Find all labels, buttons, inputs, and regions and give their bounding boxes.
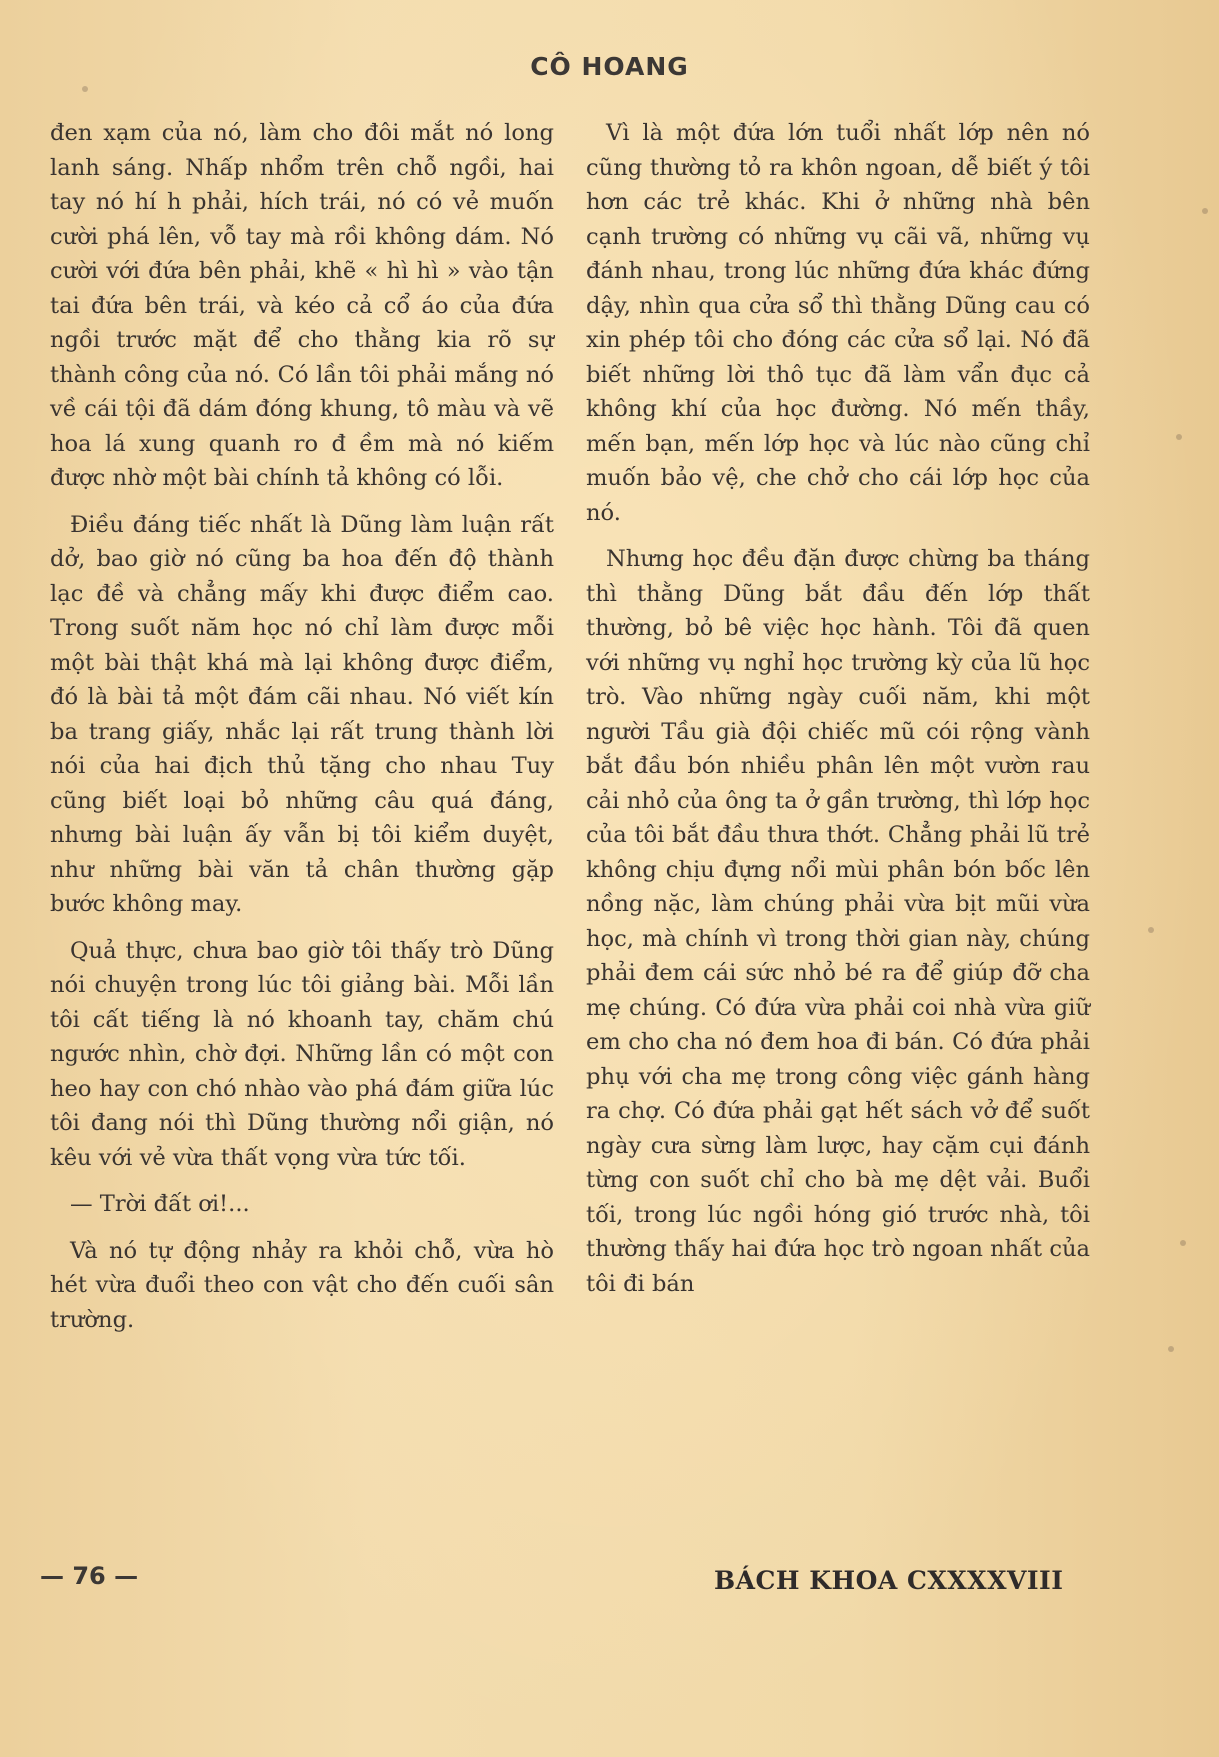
left-dialog-line: — Trời đất ơi!...	[70, 1191, 250, 1217]
paper-speck	[82, 86, 88, 92]
right-paragraph-2: Nhưng học đều đặn được chừng ba tháng thì thằng Dũng bắt đầu đến lớp thất thường, bỏ bê việc học hành. Tôi đã quen với những vụ nghỉ học trường kỳ của lũ học trò. Vào những ngày cuối năm, khi một người Tầu già đội chiếc mũ cói rộng vành bắt đầu bón nhiều phân lên một vườn rau cải nhỏ của ông ta ở gần trường, thì lớp học của tôi bắt đầu thưa thớt. Chẳng phải lũ trẻ không chịu đựng nổi mùi phân bón bốc lên nồng nặc, làm chúng phải vừa bịt mũi vừa học, mà chính vì trong thời gian này, chúng phải đem cái sức nhỏ bé ra để giúp đỡ cha mẹ chúng. Có đứa vừa phải coi nhà vừa giữ em cho cha nó đem hoa đi bán. Có đứa phải phụ với cha mẹ trong công việc gánh hàng ra chợ. Có đứa phải gạt hết sách vở để suốt ngày cưa sừng làm lược, hay cặm cụi đánh từng con suốt chỉ cho bà mẹ dệt vải. Buổi tối, trong lúc ngồi hóng gió trước nhà, tôi thường thấy hai đứa học trò ngoan nhất của tôi đi bán	[586, 546, 1090, 1297]
magazine-issue: BÁCH KHOA CXXXXVIII	[714, 1566, 1064, 1595]
left-column	[50, 116, 554, 1349]
paper-speck	[1202, 208, 1208, 214]
left-paragraph-5: Và nó tự động nhảy ra khỏi chỗ, vừa hò hét vừa đuổi theo con vật cho đến cuối sân trường.	[50, 1237, 554, 1333]
paper-speck	[1168, 1346, 1174, 1352]
left-paragraph-3: Quả thực, chưa bao giờ tôi thấy trò Dũng nói chuyện trong lúc tôi giảng bài. Mỗi lần tôi cất tiếng là nó khoanh tay, chăm chú ngước nhìn, chờ đợi. Những lần có một con heo hay con chó nhào vào phá đám giữa lúc tôi đang nói thì Dũng thường nổi giận, nó kêu với vẻ vừa thất vọng vừa tức tối.	[50, 937, 554, 1171]
right-column	[586, 116, 1090, 1313]
page-number: — 76 —	[40, 1562, 139, 1590]
left-paragraph-2: Điều đáng tiếc nhất là Dũng làm luận rất dở, bao giờ nó cũng ba hoa đến độ thành lạc đề và chẳng mấy khi được điểm cao. Trong suốt năm học nó chỉ làm được mỗi một bài thật khá mà lại không được điểm, đó là bài tả một đám cãi nhau. Nó viết kín ba trang giấy, nhắc lại rất trung thành lời nói của hai địch thủ tặng cho nhau Tuy cũng biết loại bỏ những câu quá đáng, nhưng bài luận ấy vẫn bị tôi kiểm duyệt, như những bài văn tả chân thường gặp bước không may.	[50, 511, 554, 917]
paper-speck	[1148, 927, 1154, 933]
left-paragraph-1: đen xạm của nó, làm cho đôi mắt nó long lanh sáng. Nhấp nhổm trên chỗ ngồi, hai tay nó hí h phải, hích trái, nó có vẻ muốn cười phá lên, vỗ tay mà rồi không dám. Nó cười với đứa bên phải, khẽ « hì hì » vào tận tai đứa bên trái, và kéo cả cổ áo của đứa ngồi trước mặt để cho thằng kia rõ sự thành công của nó. Có lần tôi phải mắng nó về cái tội đã dám đóng khung, tô màu và vẽ hoa lá xung quanh ro đ ềm mà nó kiếm được nhờ một bài chính tả không có lỗi.	[50, 120, 554, 491]
paper-speck	[1180, 1240, 1186, 1246]
paper-speck	[1176, 434, 1182, 440]
right-paragraph-1: Vì là một đứa lớn tuổi nhất lớp nên nó cũng thường tỏ ra khôn ngoan, dễ biết ý tôi hơn các trẻ khác. Khi ở những nhà bên cạnh trường có những vụ cãi vã, những vụ đánh nhau, trong lúc những đứa khác đứng dậy, nhìn qua cửa sổ thì thằng Dũng cau có xin phép tôi cho đóng các cửa sổ lại. Nó đã biết những lời thô tục đã làm vẩn đục cả không khí của học đường. Nó mến thầy, mến bạn, mến lớp học và lúc nào cũng chỉ muốn bảo vệ, che chở cho cái lớp học của nó.	[586, 120, 1090, 526]
running-title: CÔ HOANG	[530, 52, 689, 81]
